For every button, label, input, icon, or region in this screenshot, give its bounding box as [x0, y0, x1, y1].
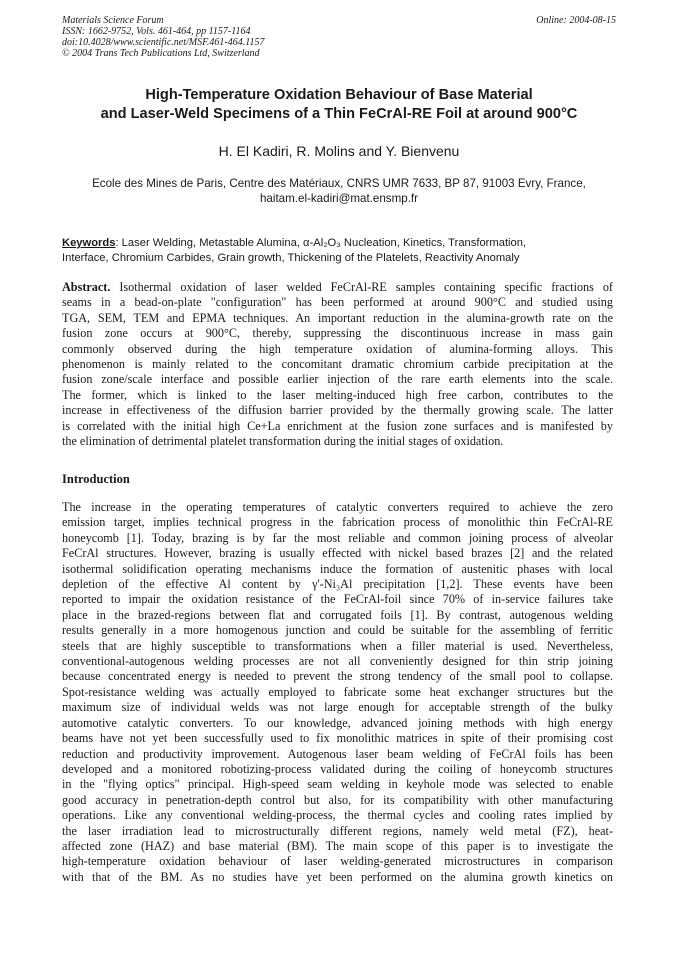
paragraph-line: place in the brazed-regions between flat and corrugated foils [1]. By contrast, autogenous welding — [62, 607, 613, 622]
paragraph-line: isothermal solidification operating mechanisms induce the formation of austenitic phases with local — [62, 561, 613, 576]
abstract-line: fusion zone/scale interface and possible earlier injection of the rare earth elements into the scale. — [62, 372, 613, 387]
abstract-line: The former, which is linked to the laser melting-induced high free carbon, contributes to the — [62, 387, 613, 402]
paragraph-line: with that of the BM. As no studies have yet been performed on the alumina growth kinetics on — [62, 869, 613, 884]
keywords-block — [62, 236, 618, 266]
abstract-text: Isothermal oxidation of laser welded FeCrAl-RE samples containing specific fractions of — [110, 280, 613, 294]
paragraph-line: Spot-resistance welding was actually employed to fabricate some heat exchanger structures but the — [62, 684, 613, 699]
abstract-line: seams in a bead-on-plate "configuration" has been performed at around 900°C and studied using — [62, 295, 613, 310]
paragraph-line: the laser irradiation lead to microstructurally different regions, namely weld metal (FZ), heat- — [62, 823, 613, 838]
paragraph-line: reduction and productivity improvement. Autogenous laser beam welding of FeCrAl foils has been — [62, 746, 613, 761]
paragraph-line: because concentrated energy is needed to prevent the strong tendency of the small pool to collapse. — [62, 669, 613, 684]
abstract-line: fusion zone occurs at 900°C, thereby, suppressing the discontinuous increase in mass gain — [62, 326, 613, 341]
introduction-heading: Introduction — [62, 472, 130, 486]
abstract-line: TGA, SEM, TEM and EPMA techniques. An important reduction in the alumina-growth rate on the — [62, 310, 613, 325]
paragraph-line: good accuracy in penetration-depth control but also, for its compatibility with other manufacturing — [62, 792, 613, 807]
journal-doi: doi:10.4028/www.scientific.net/MSF.461-464.1157 — [62, 37, 265, 48]
paragraph-line: automotive catalytic converters. To our knowledge, advanced joining methods with high energy — [62, 715, 613, 730]
abstract — [62, 280, 613, 449]
keywords-line — [62, 236, 618, 251]
paper-title — [40, 86, 638, 124]
paragraph-line: depletion of the effective Al content by γ'-Ni₃Al precipitation [1,2]. These events have been — [62, 577, 613, 592]
journal-issn: ISSN: 1662-9752, Vols. 461-464, pp 1157-1164 — [62, 26, 251, 37]
online-date: Online: 2004-08-15 — [536, 15, 616, 26]
paragraph-line: results generally in a more homogenous junction and could be suitable for the assembling of ferritic — [62, 623, 613, 638]
abstract-line: commonly observed during the high temperature oxidation of alumina-forming alloys. This — [62, 341, 613, 356]
paragraph-line: affected zone (HAZ) and base material (BM). The main scope of this paper is to investigate the — [62, 838, 613, 853]
paragraph-line: conventional-autogenous welding processes are not all conveniently designed for thin strip joining — [62, 654, 613, 669]
abstract-line: phenomenon is mainly related to the concomitant dramatic chromium carbide precipitation at the — [62, 357, 613, 372]
paragraph-line: in the "flying optics" principal. High-speed seam welding in keyhole mode was selected to enable — [62, 777, 613, 792]
abstract-line: increase in effectiveness of the diffusion barrier provided by the thermally growing scale. The latter — [62, 403, 613, 418]
paragraph-line: reported to impair the oxidation resistance of the FeCrAl-foil since 70% of in-service failures take — [62, 592, 613, 607]
journal-name: Materials Science Forum — [62, 15, 164, 26]
journal-copyright: © 2004 Trans Tech Publications Ltd, Switzerland — [62, 48, 260, 59]
paragraph-line: developed and a monitored robotizing-process validated during the coiling of honeycomb structures — [62, 761, 613, 776]
keywords-line: Interface, Chromium Carbides, Grain growth, Thickening of the Platelets, Reactivity Anomaly — [62, 252, 520, 264]
abstract-line: the elimination of detrimental platelet transformation during the initial stages of oxidation. — [62, 434, 504, 449]
affiliation-line: Ecole des Mines de Paris, Centre des Matériaux, CNRS UMR 7633, BP 87, 91003 Evry, France, — [92, 177, 586, 190]
title-line: High-Temperature Oxidation Behaviour of Base Material — [145, 87, 533, 103]
paragraph-line: emission target, implies technical progress in the fabrication process of monolithic thin FeCrAl-RE — [62, 515, 613, 530]
paragraph-line: maximum size of individual welds was not large enough for acceptable strength of the bulky — [62, 700, 613, 715]
paragraph-line: beams have not yet been successfully used to fix monolithic matrices in spite of their promising cost — [62, 731, 613, 746]
title-line: and Laser-Weld Specimens of a Thin FeCrAl-RE Foil at around 900°C — [100, 106, 578, 122]
paragraph-line: The increase in the operating temperatures of catalytic converters required to achieve the zero — [62, 500, 613, 514]
paragraph-line: FeCrAl structures. However, brazing is usually effected with nickel based brazes [2] and the related — [62, 546, 613, 561]
paragraph-line: steels that are highly susceptible to transformations when a filler material is used. Nevertheless, — [62, 638, 613, 653]
abstract-line: is correlated with the initial high Ce+La enrichment at the fusion zone surfaces and is manifested by — [62, 418, 613, 433]
author-email: haitam.el-kadiri@mat.ensmp.fr — [259, 192, 419, 205]
affiliation — [40, 176, 638, 206]
paragraph-line: high-temperature oxidation behaviour of laser welding-generated microstructures in comparison — [62, 854, 613, 869]
paragraph-line: honeycomb [1]. Today, brazing is by far the most reliable and common joining process of alveolar — [62, 530, 613, 545]
authors: H. El Kadiri, R. Molins and Y. Bienvenu — [218, 143, 460, 159]
journal-header — [62, 15, 618, 59]
introduction-body — [62, 500, 613, 885]
keywords-text: : Laser Welding, Metastable Alumina, α-Al₂O₃ Nucleation, Kinetics, Transformation, — [115, 237, 527, 249]
abstract-label: Abstract. — [62, 280, 111, 294]
paragraph-line: operations. Like any conventional welding-process, the thermal cycles and cooling rates implied by — [62, 808, 613, 823]
abstract-line — [62, 280, 613, 295]
keywords-label: Keywords — [62, 237, 116, 249]
